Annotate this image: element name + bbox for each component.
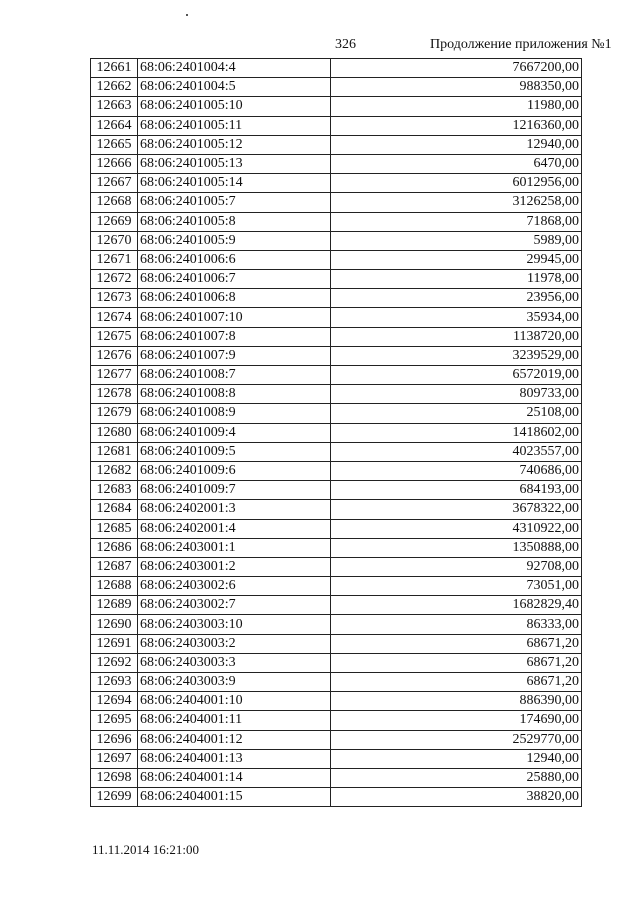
row-number: 12684 <box>91 500 138 519</box>
row-number: 12686 <box>91 538 138 557</box>
row-number: 12698 <box>91 768 138 787</box>
cadastral-number: 68:06:2401009:5 <box>138 442 331 461</box>
cadastral-value: 25108,00 <box>331 404 582 423</box>
cadastral-value: 71868,00 <box>331 212 582 231</box>
table-row <box>91 673 582 692</box>
cadastral-number: 68:06:2404001:12 <box>138 730 331 749</box>
cadastral-number: 68:06:2403002:7 <box>138 596 331 615</box>
cadastral-value: 1138720,00 <box>331 327 582 346</box>
cadastral-number: 68:06:2401005:9 <box>138 231 331 250</box>
table-row <box>91 538 582 557</box>
cadastral-number: 68:06:2401008:8 <box>138 385 331 404</box>
cadastral-value: 3126258,00 <box>331 193 582 212</box>
table-row <box>91 461 582 480</box>
cadastral-number: 68:06:2401006:8 <box>138 289 331 308</box>
cadastral-number: 68:06:2402001:3 <box>138 500 331 519</box>
page-title: Продолжение приложения №1 <box>430 37 612 52</box>
row-number: 12669 <box>91 212 138 231</box>
row-number: 12671 <box>91 250 138 269</box>
row-number: 12683 <box>91 481 138 500</box>
cadastral-value: 6012956,00 <box>331 174 582 193</box>
cadastral-number: 68:06:2401008:9 <box>138 404 331 423</box>
row-number: 12667 <box>91 174 138 193</box>
cadastral-value: 12940,00 <box>331 749 582 768</box>
table-row <box>91 692 582 711</box>
row-number: 12665 <box>91 135 138 154</box>
table-row <box>91 193 582 212</box>
row-number: 12697 <box>91 749 138 768</box>
cadastral-value: 6470,00 <box>331 154 582 173</box>
cadastral-value: 92708,00 <box>331 557 582 576</box>
cadastral-number: 68:06:2404001:10 <box>138 692 331 711</box>
cadastral-value: 3239529,00 <box>331 346 582 365</box>
table-row <box>91 423 582 442</box>
row-number: 12662 <box>91 78 138 97</box>
cadastral-number: 68:06:2401004:5 <box>138 78 331 97</box>
table-row <box>91 500 582 519</box>
cadastral-value: 5989,00 <box>331 231 582 250</box>
cadastral-number: 68:06:2401007:8 <box>138 327 331 346</box>
cadastral-number: 68:06:2403002:6 <box>138 577 331 596</box>
cadastral-value: 68671,20 <box>331 673 582 692</box>
table-row <box>91 711 582 730</box>
table-row <box>91 154 582 173</box>
cadastral-number: 68:06:2401009:7 <box>138 481 331 500</box>
row-number: 12673 <box>91 289 138 308</box>
cadastral-value: 988350,00 <box>331 78 582 97</box>
cadastral-value: 68671,20 <box>331 634 582 653</box>
table-row <box>91 615 582 634</box>
row-number: 12675 <box>91 327 138 346</box>
table-row <box>91 577 582 596</box>
row-number: 12663 <box>91 97 138 116</box>
cadastral-number: 68:06:2403003:3 <box>138 653 331 672</box>
cadastral-number: 68:06:2401006:6 <box>138 250 331 269</box>
cadastral-number: 68:06:2401005:8 <box>138 212 331 231</box>
cadastral-number: 68:06:2401009:4 <box>138 423 331 442</box>
row-number: 12679 <box>91 404 138 423</box>
cadastral-value: 2529770,00 <box>331 730 582 749</box>
cadastral-value: 740686,00 <box>331 461 582 480</box>
row-number: 12678 <box>91 385 138 404</box>
cadastral-value: 38820,00 <box>331 788 582 807</box>
row-number: 12688 <box>91 577 138 596</box>
table-row <box>91 327 582 346</box>
cadastral-number: 68:06:2403003:10 <box>138 615 331 634</box>
footer-timestamp: 11.11.2014 16:21:00 <box>92 842 200 857</box>
row-number: 12693 <box>91 673 138 692</box>
cadastral-number: 68:06:2403001:1 <box>138 538 331 557</box>
row-number: 12699 <box>91 788 138 807</box>
table-row <box>91 231 582 250</box>
cadastral-value: 3678322,00 <box>331 500 582 519</box>
cadastral-value: 4310922,00 <box>331 519 582 538</box>
cadastral-value: 35934,00 <box>331 308 582 327</box>
cadastral-value: 4023557,00 <box>331 442 582 461</box>
cadastral-value: 25880,00 <box>331 768 582 787</box>
row-number: 12695 <box>91 711 138 730</box>
table-row <box>91 97 582 116</box>
cadastral-number: 68:06:2404001:11 <box>138 711 331 730</box>
cadastral-value: 11980,00 <box>331 97 582 116</box>
cadastral-value: 1350888,00 <box>331 538 582 557</box>
cadastral-number: 68:06:2404001:14 <box>138 768 331 787</box>
table-row <box>91 385 582 404</box>
cadastral-value: 6572019,00 <box>331 366 582 385</box>
row-number: 12670 <box>91 231 138 250</box>
row-number: 12694 <box>91 692 138 711</box>
table-row <box>91 289 582 308</box>
table-row <box>91 768 582 787</box>
page-number: 326 <box>335 37 356 52</box>
table-row <box>91 519 582 538</box>
table-row <box>91 59 582 78</box>
cadastral-number: 68:06:2404001:13 <box>138 749 331 768</box>
scan-dot <box>186 14 188 16</box>
row-number: 12681 <box>91 442 138 461</box>
cadastral-number: 68:06:2401009:6 <box>138 461 331 480</box>
row-number: 12664 <box>91 116 138 135</box>
table-row <box>91 366 582 385</box>
cadastral-value: 1216360,00 <box>331 116 582 135</box>
cadastral-value: 684193,00 <box>331 481 582 500</box>
cadastral-number: 68:06:2401007:10 <box>138 308 331 327</box>
cadastral-value: 886390,00 <box>331 692 582 711</box>
cadastral-value: 7667200,00 <box>331 59 582 78</box>
row-number: 12687 <box>91 557 138 576</box>
cadastral-number: 68:06:2402001:4 <box>138 519 331 538</box>
table-row <box>91 346 582 365</box>
cadastral-value: 174690,00 <box>331 711 582 730</box>
cadastral-number: 68:06:2403003:2 <box>138 634 331 653</box>
row-number: 12661 <box>91 59 138 78</box>
row-number: 12668 <box>91 193 138 212</box>
table-row <box>91 481 582 500</box>
cadastral-value: 23956,00 <box>331 289 582 308</box>
cadastral-value: 11978,00 <box>331 270 582 289</box>
cadastral-number: 68:06:2401005:12 <box>138 135 331 154</box>
table-row <box>91 404 582 423</box>
cadastral-number: 68:06:2403001:2 <box>138 557 331 576</box>
table-row <box>91 634 582 653</box>
cadastral-value: 1418602,00 <box>331 423 582 442</box>
cadastral-number: 68:06:2401005:11 <box>138 116 331 135</box>
cadastral-value: 29945,00 <box>331 250 582 269</box>
cadastral-value: 809733,00 <box>331 385 582 404</box>
cadastral-number: 68:06:2401005:13 <box>138 154 331 173</box>
cadastral-table <box>90 58 582 807</box>
table-row <box>91 442 582 461</box>
row-number: 12672 <box>91 270 138 289</box>
table-row <box>91 730 582 749</box>
cadastral-number: 68:06:2404001:15 <box>138 788 331 807</box>
cadastral-number: 68:06:2401006:7 <box>138 270 331 289</box>
table-body <box>91 59 582 807</box>
cadastral-number: 68:06:2403003:9 <box>138 673 331 692</box>
table-row <box>91 212 582 231</box>
row-number: 12690 <box>91 615 138 634</box>
cadastral-number: 68:06:2401004:4 <box>138 59 331 78</box>
cadastral-value: 68671,20 <box>331 653 582 672</box>
table-row <box>91 308 582 327</box>
cadastral-number: 68:06:2401007:9 <box>138 346 331 365</box>
row-number: 12692 <box>91 653 138 672</box>
row-number: 12674 <box>91 308 138 327</box>
row-number: 12685 <box>91 519 138 538</box>
table-row <box>91 596 582 615</box>
table-row <box>91 788 582 807</box>
table-row <box>91 557 582 576</box>
table-row <box>91 749 582 768</box>
cadastral-value: 1682829,40 <box>331 596 582 615</box>
cadastral-value: 73051,00 <box>331 577 582 596</box>
table-row <box>91 78 582 97</box>
row-number: 12682 <box>91 461 138 480</box>
row-number: 12680 <box>91 423 138 442</box>
table-row <box>91 653 582 672</box>
cadastral-number: 68:06:2401005:7 <box>138 193 331 212</box>
cadastral-value: 86333,00 <box>331 615 582 634</box>
row-number: 12677 <box>91 366 138 385</box>
cadastral-number: 68:06:2401005:14 <box>138 174 331 193</box>
cadastral-value: 12940,00 <box>331 135 582 154</box>
cadastral-number: 68:06:2401008:7 <box>138 366 331 385</box>
table-row <box>91 135 582 154</box>
row-number: 12666 <box>91 154 138 173</box>
table-row <box>91 270 582 289</box>
table-row <box>91 116 582 135</box>
row-number: 12696 <box>91 730 138 749</box>
row-number: 12691 <box>91 634 138 653</box>
table-row <box>91 174 582 193</box>
row-number: 12689 <box>91 596 138 615</box>
cadastral-number: 68:06:2401005:10 <box>138 97 331 116</box>
row-number: 12676 <box>91 346 138 365</box>
table-row <box>91 250 582 269</box>
